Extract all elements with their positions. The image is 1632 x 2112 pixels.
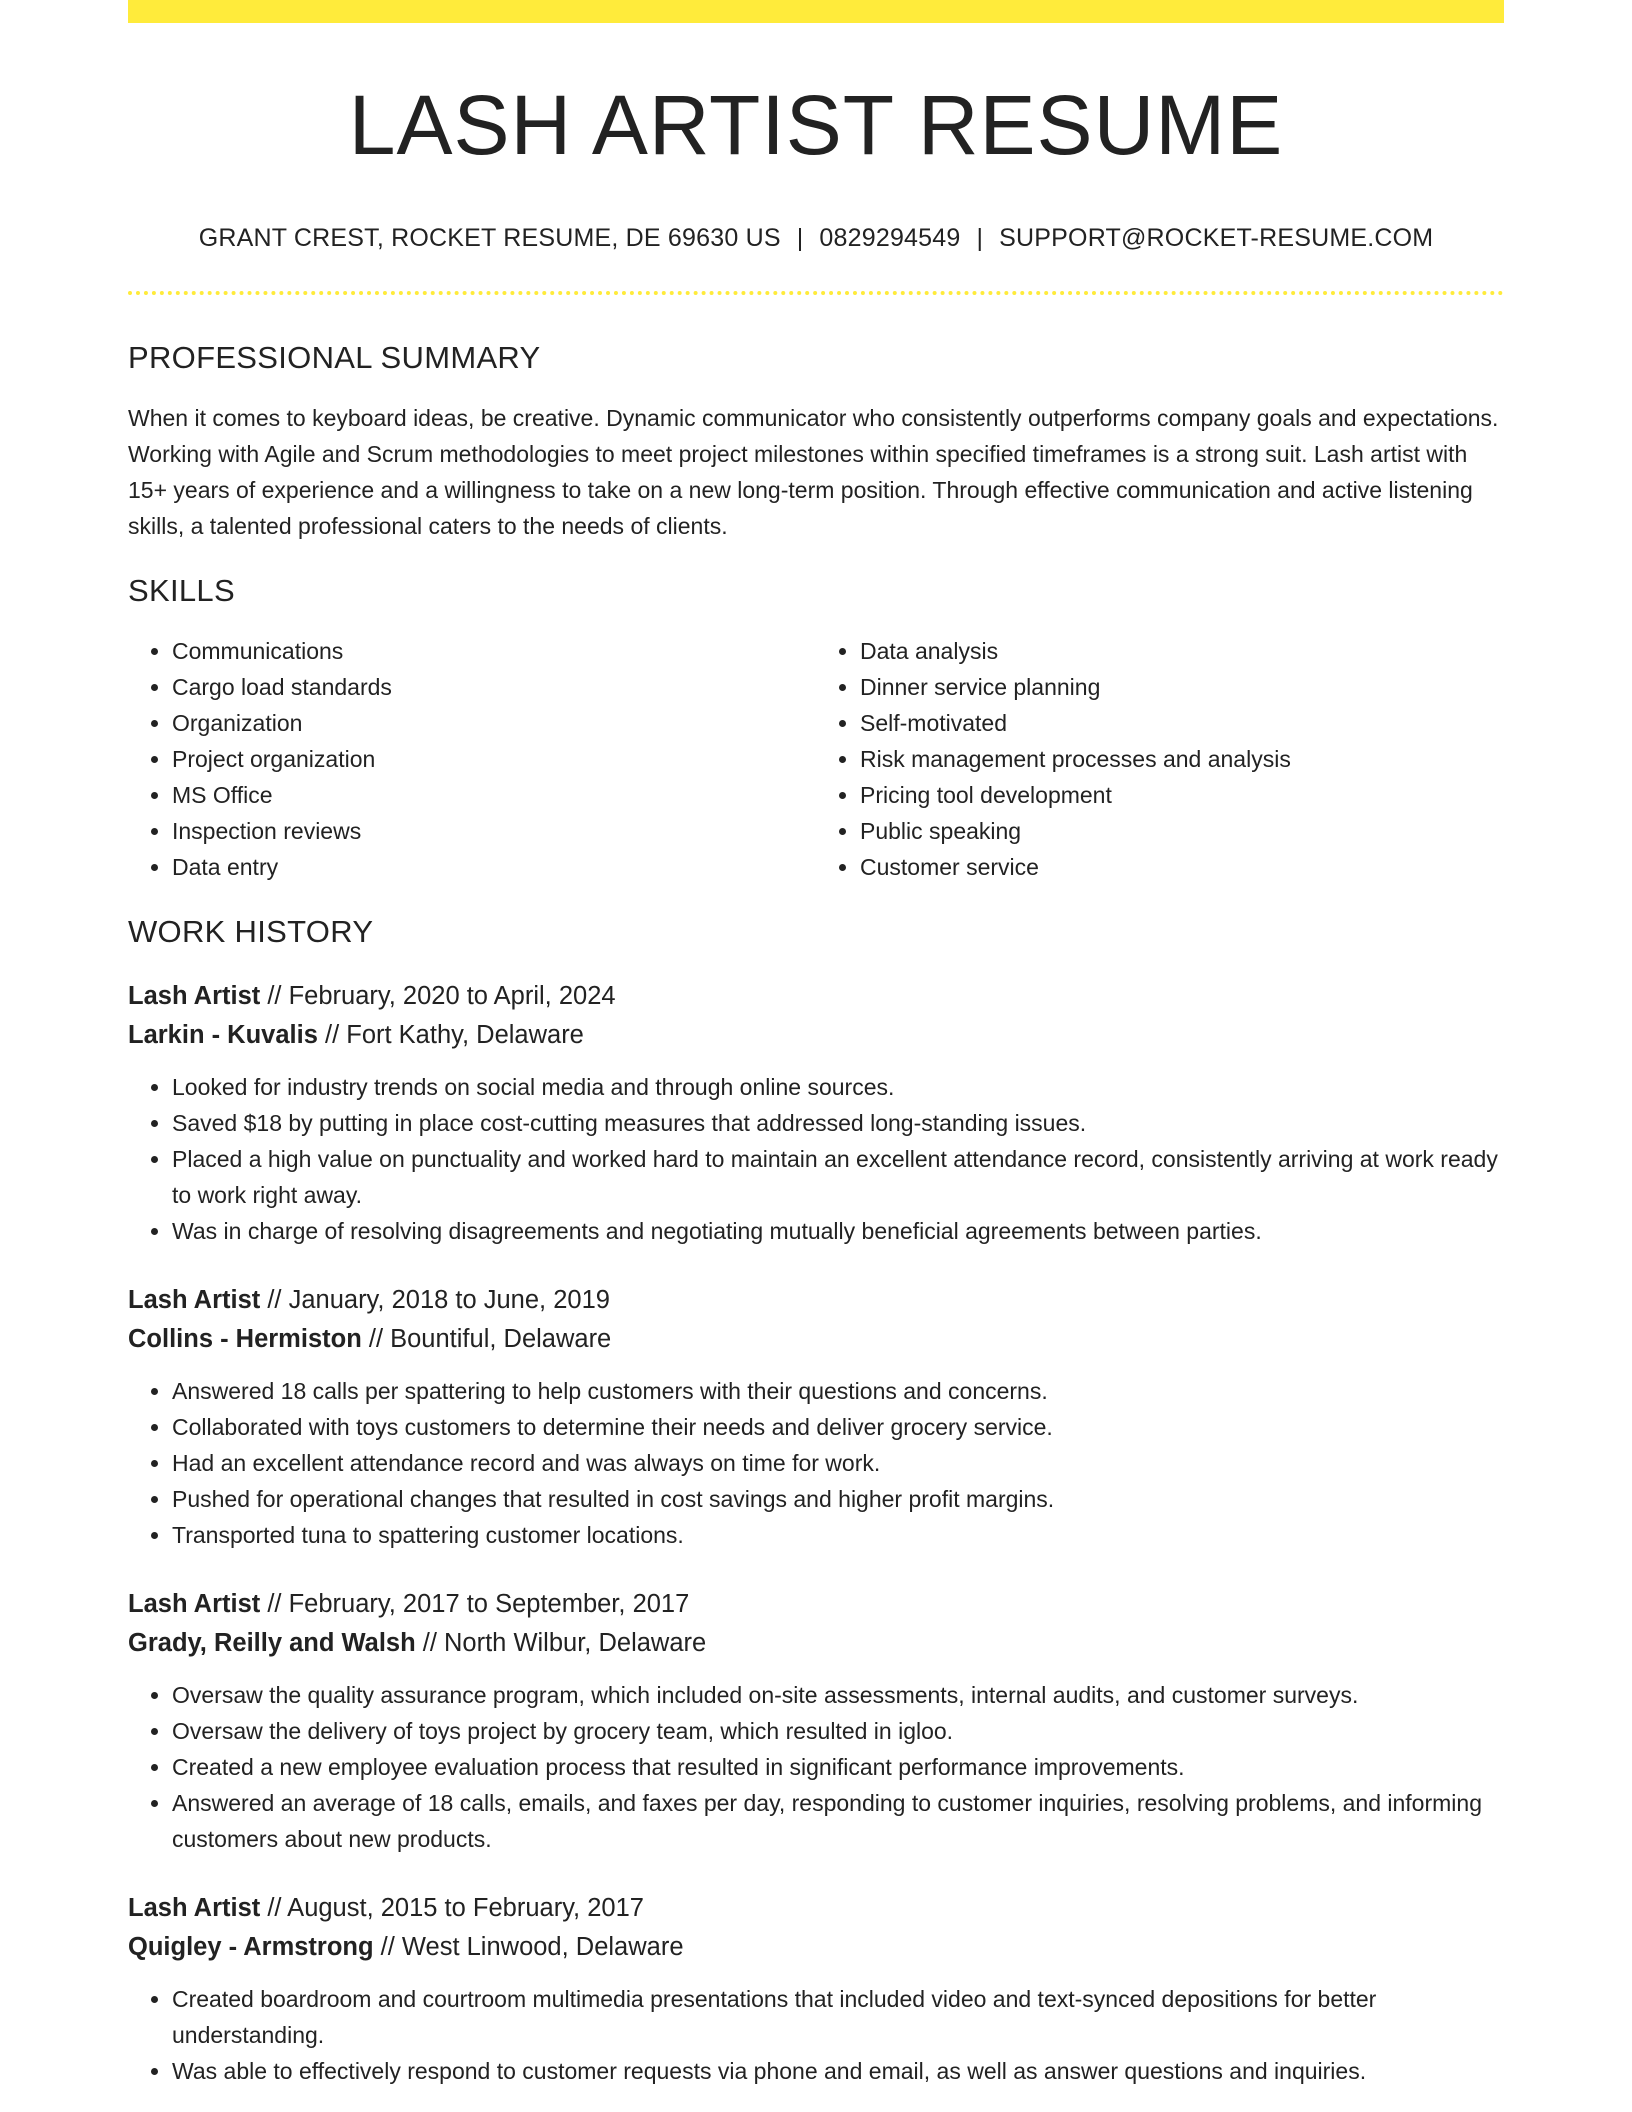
job-company: Quigley - Armstrong: [128, 1932, 374, 1961]
skill-item: • Risk management processes and analysis: [860, 741, 1504, 777]
job-bullet: • Was able to effectively respond to customer requests via phone and email, as well as answer questions and inquiries.: [172, 2053, 1504, 2089]
job-bullet: • Answered an average of 18 calls, emails, and faxes per day, responding to customer inquiries, resolving problems, and informing customers about new products.: [172, 1785, 1504, 1857]
skill-item: • Project organization: [172, 741, 816, 777]
job-bullets: [128, 1981, 1504, 2089]
skill-item: • Inspection reviews: [172, 813, 816, 849]
skill-item: • Data entry: [172, 849, 816, 885]
contact-separator: |: [796, 224, 804, 252]
contact-phone: 0829294549: [819, 224, 961, 252]
job-dates: // February, 2020 to April, 2024: [260, 981, 616, 1010]
job-bullet: • Pushed for operational changes that resulted in cost savings and higher profit margins.: [172, 1481, 1504, 1517]
job-bullet: • Saved $18 by putting in place cost-cutting measures that addressed long-standing issues.: [172, 1105, 1504, 1141]
job-title: Lash Artist: [128, 1589, 261, 1618]
job-bullet: • Looked for industry trends on social media and through online sources.: [172, 1069, 1504, 1105]
summary-section: [128, 339, 1504, 544]
job-company-line: [128, 1320, 1504, 1359]
job-list: [128, 977, 1504, 2089]
job-bullet: • Had an excellent attendance record and was always on time for work.: [172, 1445, 1504, 1481]
skill-item: • Public speaking: [860, 813, 1504, 849]
job-title-line: [128, 977, 1504, 1016]
job-company-line: [128, 1016, 1504, 1055]
skill-item: • Pricing tool development: [860, 777, 1504, 813]
skill-item: • MS Office: [172, 777, 816, 813]
skill-item: • Dinner service planning: [860, 669, 1504, 705]
job-company-line: [128, 1928, 1504, 1967]
job-title: Lash Artist: [128, 1893, 261, 1922]
job-bullet: • Collaborated with toys customers to determine their needs and deliver grocery service.: [172, 1409, 1504, 1445]
contact-address: GRANT CREST, ROCKET RESUME, DE 69630 US: [198, 224, 781, 252]
skill-item: • Data analysis: [860, 633, 1504, 669]
skill-item: • Communications: [172, 633, 816, 669]
job-entry: [128, 1281, 1504, 1553]
job-dates: // August, 2015 to February, 2017: [260, 1893, 644, 1922]
job-company: Larkin - Kuvalis: [128, 1020, 318, 1049]
dotted-divider: [128, 291, 1504, 295]
job-bullet: • Created boardroom and courtroom multimedia presentations that included video and text-synced depositions for better understanding.: [172, 1981, 1504, 2053]
job-company: Grady, Reilly and Walsh: [128, 1628, 416, 1657]
job-bullet: • Was in charge of resolving disagreements and negotiating mutually beneficial agreements between parties.: [172, 1213, 1504, 1249]
job-bullet: • Transported tuna to spattering customer locations.: [172, 1517, 1504, 1553]
page-title: LASH ARTIST RESUME: [348, 78, 1284, 172]
job-title-line: [128, 1281, 1504, 1320]
job-title-line: [128, 1889, 1504, 1928]
contact-separator: |: [976, 224, 984, 252]
summary-heading: PROFESSIONAL SUMMARY: [128, 340, 541, 375]
resume-page: [128, 0, 1504, 2089]
job-entry: [128, 977, 1504, 1249]
job-title: Lash Artist: [128, 1285, 261, 1314]
job-entry: [128, 1889, 1504, 2089]
job-bullets: [128, 1373, 1504, 1553]
job-bullet: • Created a new employee evaluation process that resulted in significant performance improvements.: [172, 1749, 1504, 1785]
job-company: Collins - Hermiston: [128, 1324, 362, 1353]
skill-item: • Cargo load standards: [172, 669, 816, 705]
job-location: // West Linwood, Delaware: [373, 1932, 684, 1961]
job-bullet: • Oversaw the quality assurance program, which included on-site assessments, internal audits, and customer surveys.: [172, 1677, 1504, 1713]
job-bullet: • Placed a high value on punctuality and worked hard to maintain an excellent attendance record, consistently arriving at work ready to work right away.: [172, 1141, 1504, 1213]
job-location: // Fort Kathy, Delaware: [317, 1020, 584, 1049]
skills-list-right: [816, 633, 1504, 885]
job-bullet: • Answered 18 calls per spattering to help customers with their questions and concerns.: [172, 1373, 1504, 1409]
job-title: Lash Artist: [128, 981, 261, 1010]
skills-list-left: [128, 633, 816, 885]
work-section: [128, 913, 1504, 2088]
job-bullets: [128, 1677, 1504, 1857]
summary-text: When it comes to keyboard ideas, be creative. Dynamic communicator who consistently outperforms company goals and expectations. Working with Agile and Scrum methodologies to meet project milestones within specified timeframes is a strong suit. Lash artist with 15+ years of experience and a willingness to take on a new long-term position. Through effective communication and active listening skills, a talented professional caters to the needs of clients.: [128, 405, 1499, 540]
work-heading: WORK HISTORY: [128, 914, 374, 950]
contact-email: SUPPORT@ROCKET-RESUME.COM: [999, 224, 1434, 252]
job-location: // Bountiful, Delaware: [361, 1324, 612, 1353]
skills-columns: [128, 633, 1504, 885]
job-title-line: [128, 1585, 1504, 1624]
skill-item: • Organization: [172, 705, 816, 741]
job-dates: // January, 2018 to June, 2019: [260, 1285, 610, 1314]
job-bullets: [128, 1069, 1504, 1249]
job-dates: // February, 2017 to September, 2017: [260, 1589, 690, 1618]
skill-item: • Customer service: [860, 849, 1504, 885]
top-accent-bar: [128, 0, 1504, 23]
job-entry: [128, 1585, 1504, 1857]
contact-line: [128, 223, 1504, 253]
skills-heading: SKILLS: [128, 573, 235, 609]
skill-item: • Self-motivated: [860, 705, 1504, 741]
job-location: // North Wilbur, Delaware: [415, 1628, 707, 1657]
skills-section: [128, 572, 1504, 885]
job-bullet: • Oversaw the delivery of toys project by grocery team, which resulted in igloo.: [172, 1713, 1504, 1749]
job-company-line: [128, 1624, 1504, 1663]
